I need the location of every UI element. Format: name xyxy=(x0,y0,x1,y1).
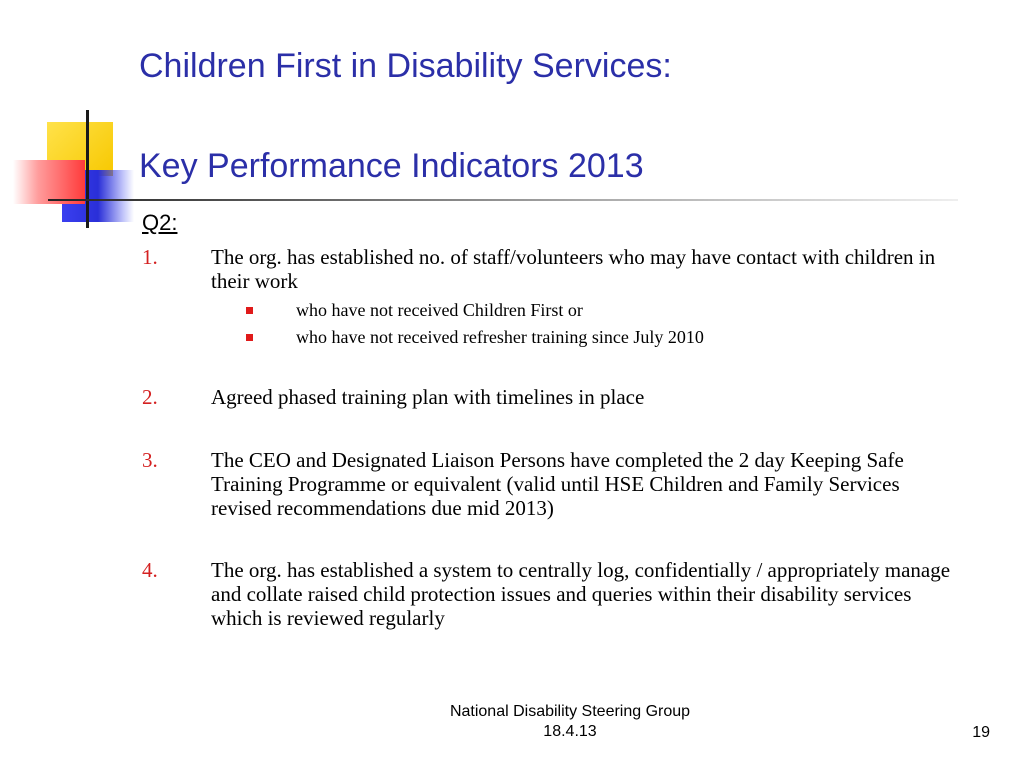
title-divider-line xyxy=(48,199,958,201)
footer-date: 18.4.13 xyxy=(543,723,597,740)
bullet-icon xyxy=(246,334,253,341)
list-item-text: The CEO and Designated Liaison Persons have completed the 2 day Keeping Safe Training Programme or equivalent (valid until HSE Children and Family Services revised recommendations due mid 2013) xyxy=(211,448,904,520)
footer xyxy=(400,702,740,742)
list-item-number: 3. xyxy=(142,448,158,472)
question-heading: Q2: xyxy=(142,210,178,235)
slide-title-line2: Key Performance Indicators 2013 xyxy=(139,147,644,185)
slide-title-line1: Children First in Disability Services: xyxy=(139,47,672,85)
list-item-text: Agreed phased training plan with timelines in place xyxy=(211,385,645,409)
list-item-number: 2. xyxy=(142,385,158,409)
bullet-icon xyxy=(246,307,253,314)
sub-item-text: who have not received Children First or xyxy=(296,300,583,320)
sub-item-text: who have not received refresher training since July 2010 xyxy=(296,327,704,347)
footer-organization: National Disability Steering Group xyxy=(449,703,691,720)
slide-title xyxy=(139,44,999,188)
list-item-text: The org. has established a system to centrally log, confidentially / appropriately manage and collate raised child protection issues and queries within their disability services which is reviewed regularly xyxy=(211,558,951,630)
list-item-number: 1. xyxy=(142,245,158,269)
decor-red-square xyxy=(13,160,85,204)
decor-vertical-line xyxy=(86,110,89,228)
list-item-number: 4. xyxy=(142,558,158,582)
list-item-text: The org. has established no. of staff/volunteers who may have contact with children in their work xyxy=(211,245,936,293)
page-number: 19 xyxy=(972,724,990,741)
